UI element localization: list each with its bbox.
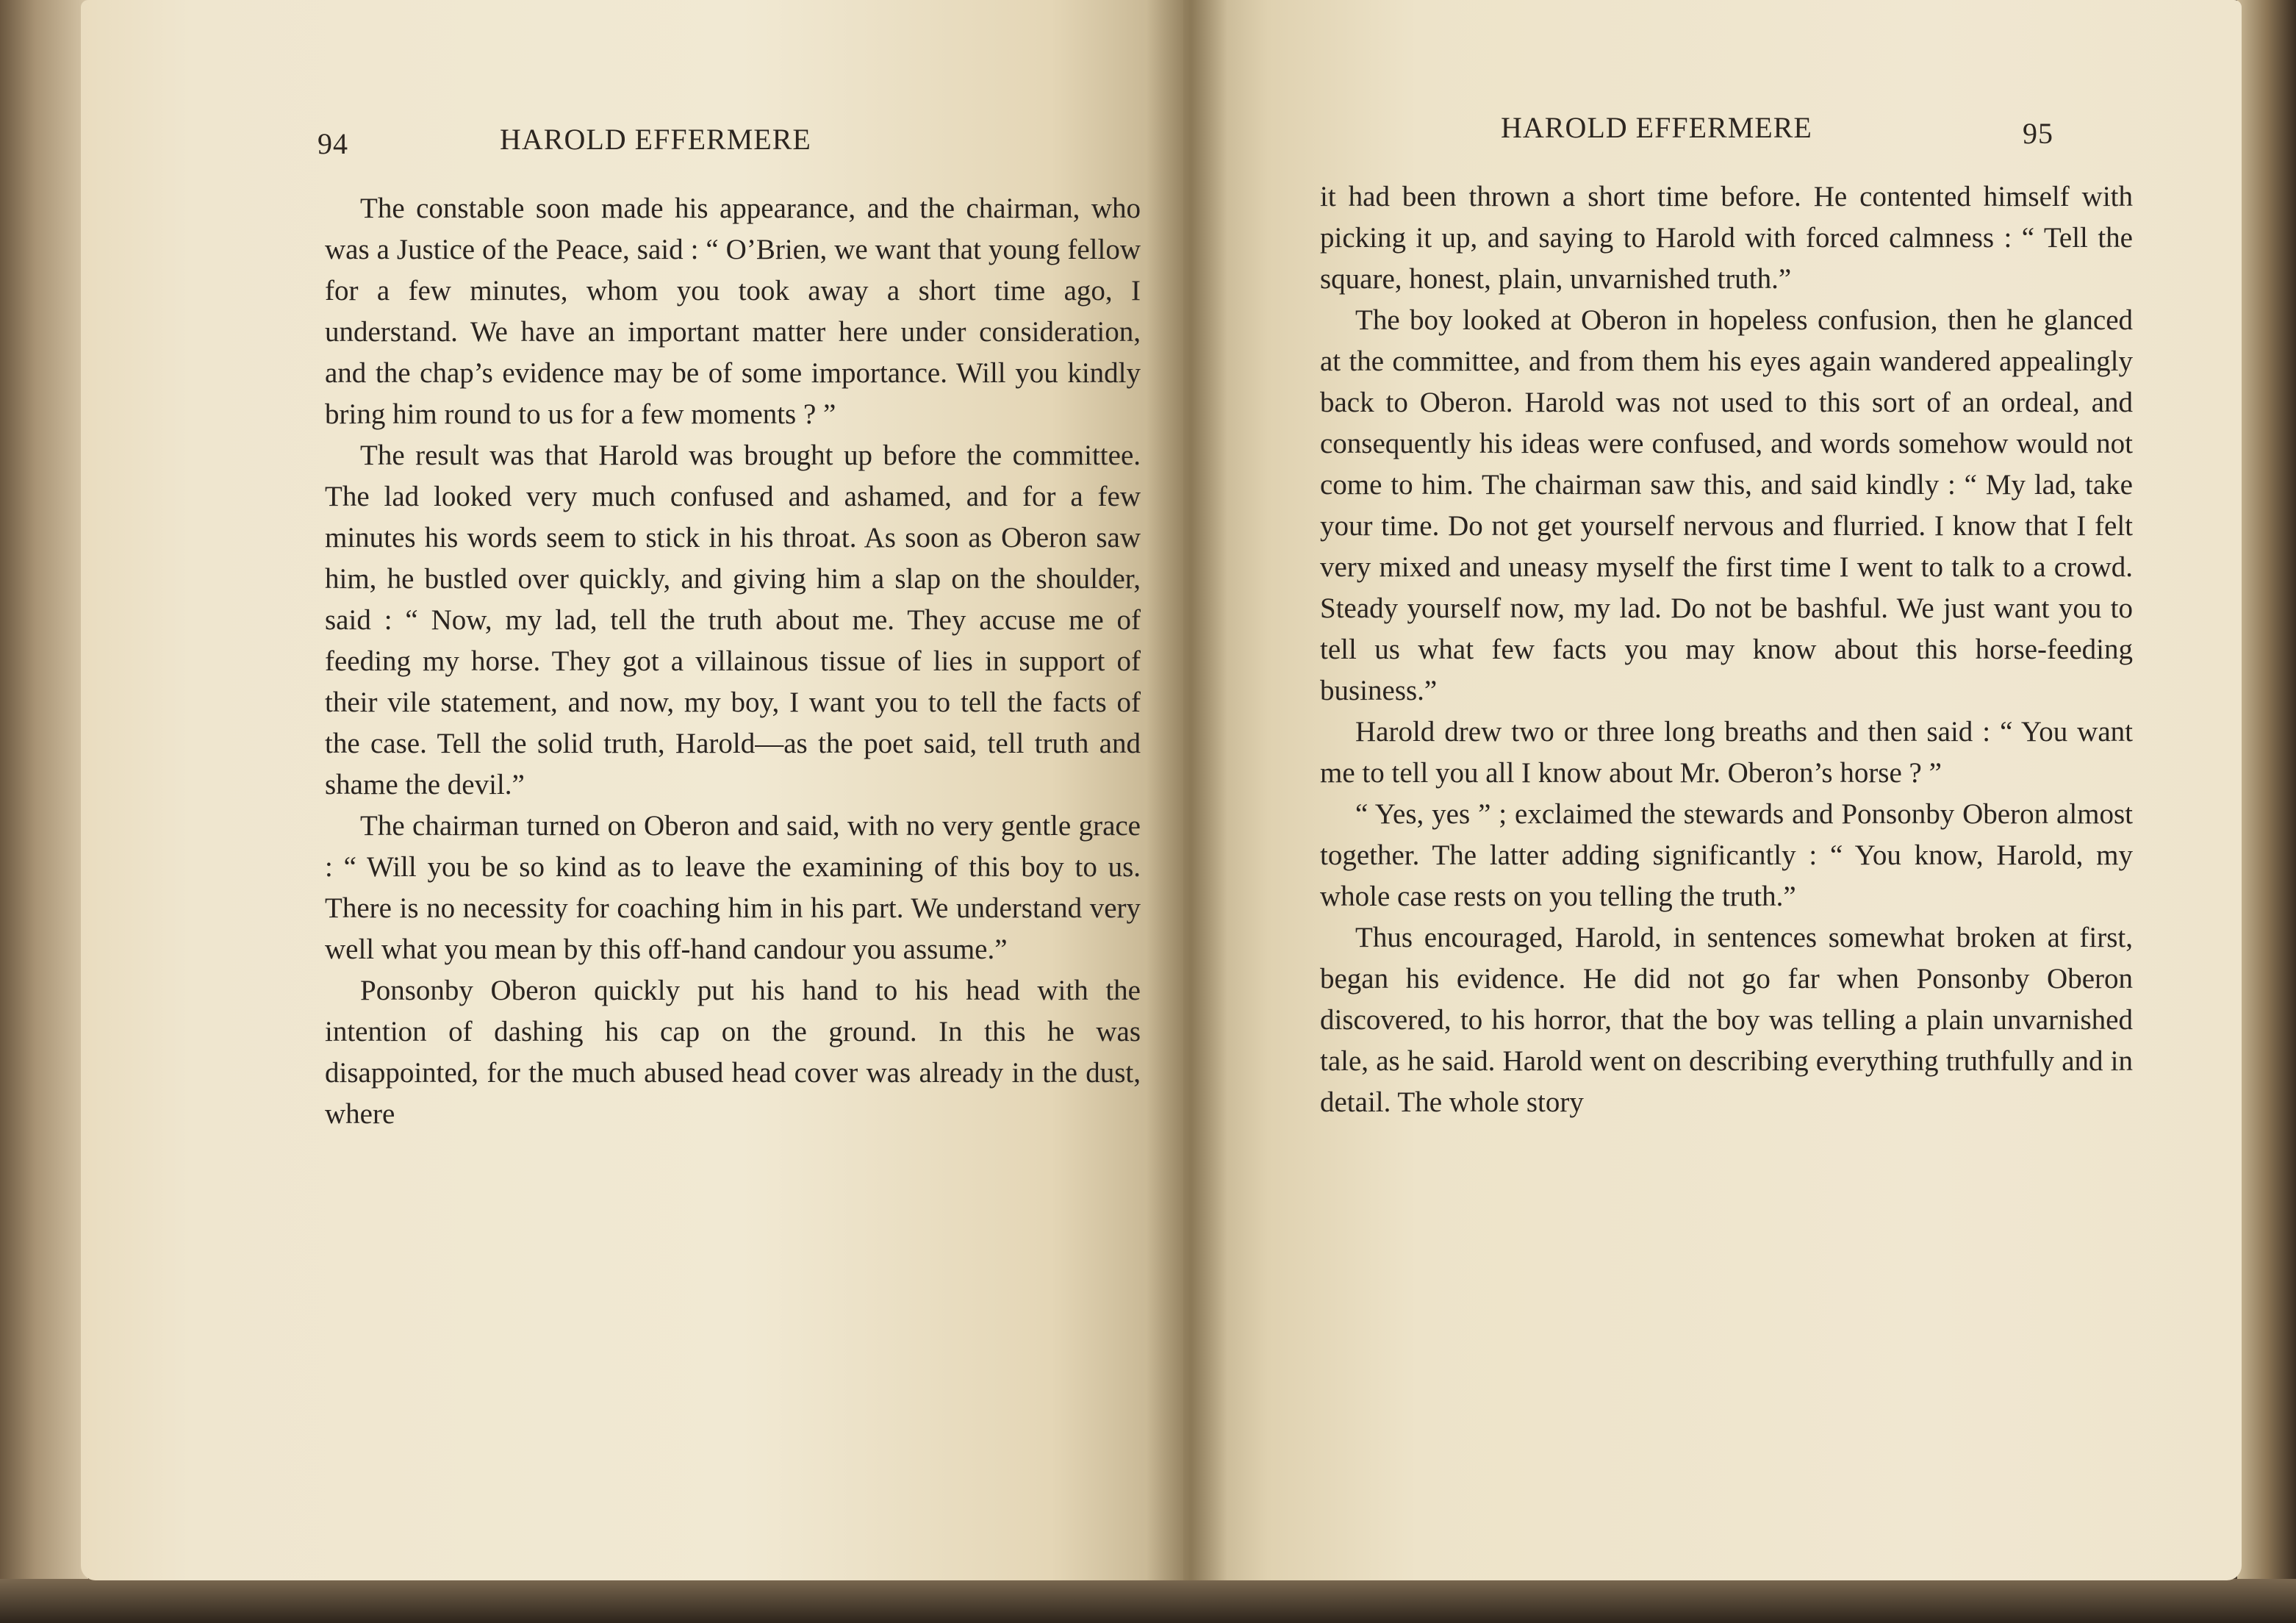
- left-page-body: [325, 188, 1141, 1135]
- book-cover-left-edge: [0, 0, 88, 1623]
- right-paragraph: Harold drew two or three long breaths and then said : “ You want me to tell you all I know about Mr. Oberon’s horse ? ”: [1320, 716, 2133, 789]
- left-paragraph: The result was that Harold was brought up before the committee. The lad looked very much confused and ashamed, and for a few minutes his words seem to stick in his throat. As soon as Oberon saw him, he bustled over quickly, and giving him a slap on the shoulder, said : “ Now, my lad, tell the truth about me. They accuse me of feeding my horse. They got a villainous tissue of lies in support of their vile statement, and now, my boy, I want you to tell the facts of the case. Tell the solid truth, Harold—as the poet said, tell truth and shame the devil.”: [325, 440, 1141, 800]
- left-page-number: 94: [318, 127, 348, 160]
- right-page-body: [1320, 176, 2133, 1123]
- right-paragraph: “ Yes, yes ” ; exclaimed the stewards and Ponsonby Oberon almost together. The latter adding significantly : “ You know, Harold, my whole case rests on you telling the truth.”: [1320, 798, 2133, 912]
- left-paragraph: The constable soon made his appearance, and the chairman, who was a Justice of the Peace, said : “ O’Brien, we want that young fellow for a few minutes, whom you took away a short time ago, I understand. We have an important matter here under consideration, and the chap’s evidence may be of some importance. Will you kindly bring him round to us for a few moments ? ”: [325, 193, 1141, 430]
- book-bottom-edge: [0, 1579, 2296, 1623]
- right-paragraph: The boy looked at Oberon in hopeless confusion, then he glanced at the committee, and from them his eyes again wandered appealingly back to Oberon. Harold was not used to this sort of an ordeal, and consequently his ideas were confused, and words somehow would not come to him. The chairman saw this, and said kindly : “ My lad, take your time. Do not get yourself nervous and flurried. I know that I felt very mixed and uneasy myself the first time I went to talk to a crowd. Steady yourself now, my lad. Do not be bashful. We just want you to tell us what few facts you may know about this horse-feeding business.”: [1320, 304, 2133, 706]
- right-running-head: HAROLD EFFERMERE: [1501, 111, 1812, 144]
- right-page-number: 95: [2023, 117, 2053, 150]
- right-continuation-paragraph: it had been thrown a short time before. He contented himself with picking it up, and saying to Harold with forced calmness : “ Tell the square, honest, plain, unvarnished truth.”: [1320, 181, 2133, 295]
- right-page: [1183, 0, 2242, 1580]
- left-running-head: HAROLD EFFERMERE: [500, 123, 811, 156]
- book-gutter-shadow: [1147, 0, 1227, 1580]
- right-paragraph: Thus encouraged, Harold, in sentences somewhat broken at first, began his evidence. He did not go far when Ponsonby Oberon discovered, to his horror, that the boy was telling a plain unvarnished tale, as he said. Harold went on describing everything truthfully and in detail. The whole story: [1320, 922, 2133, 1118]
- left-page: [81, 0, 1183, 1580]
- left-paragraph: The chairman turned on Oberon and said, with no very gentle grace : “ Will you be so kind as to leave the examining of this boy to us. There is no necessity for coaching him in his part. We understand very well what you mean by this off-hand candour you assume.”: [325, 810, 1141, 965]
- book-cover-right-edge: [2237, 0, 2296, 1623]
- left-paragraph: Ponsonby Oberon quickly put his hand to his head with the intention of dashing his cap on the ground. In this he was disappointed, for the much abused head cover was already in the dust, where: [325, 975, 1141, 1130]
